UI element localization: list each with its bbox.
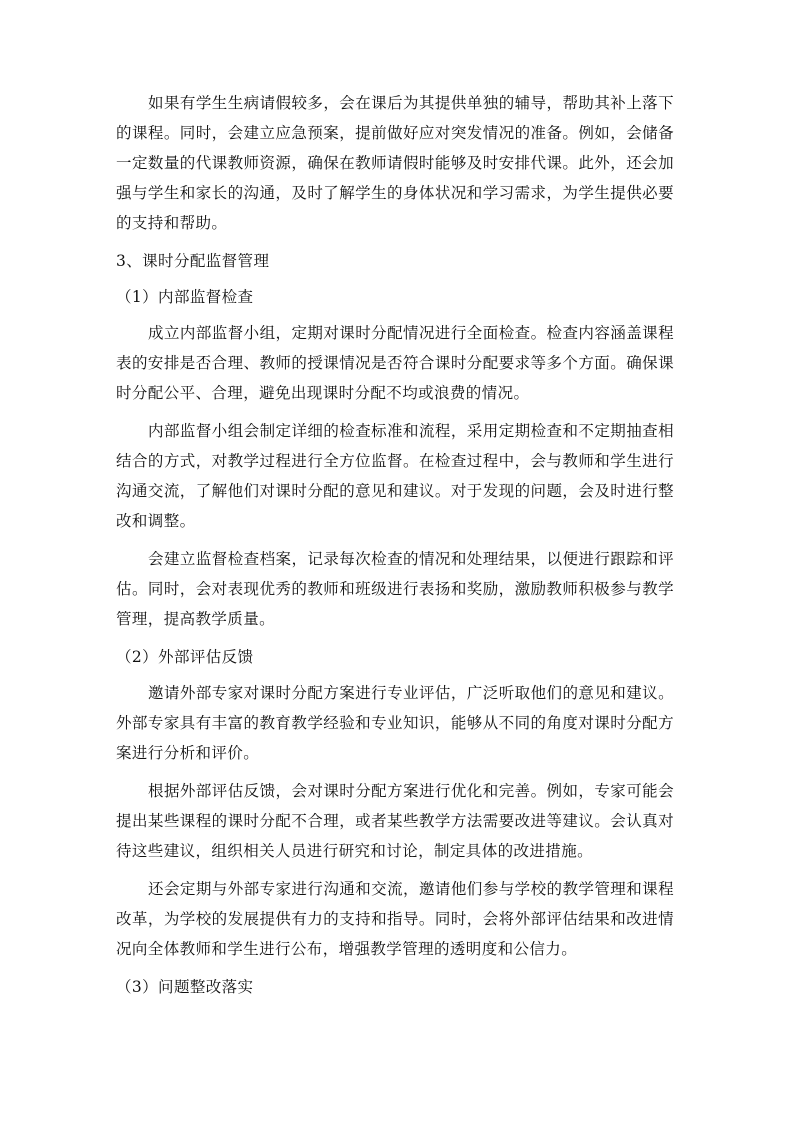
paragraph: 成立内部监督小组，定期对课时分配情况进行全面检查。检查内容涵盖课程表的安排是否合理、教师的授课情况是否符合课时分配要求等多个方面。确保课时分配公平、合理，避免出现课时分配不均或浪费的情况。 (116, 324, 674, 402)
document-body (116, 88, 674, 1008)
intro-paragraph: 如果有学生生病请假较多，会在课后为其提供单独的辅导，帮助其补上落下的课程。同时，会建立应急预案，提前做好应对突发情况的准备。例如，会储备一定数量的代课教师资源，确保在教师请假时能够及时安排代课。此外，还会加强与学生和家长的沟通，及时了解学生的身体状况和学习需求，为学生提供必要的支持和帮助。 (116, 94, 674, 232)
sub-heading-rectification: （3）问题整改落实 (116, 978, 254, 996)
paragraph: 根据外部评估反馈，会对课时分配方案进行优化和完善。例如，专家可能会提出某些课程的课时分配不合理，或者某些教学方法需要改进等建议。会认真对待这些建议，组织相关人员进行研究和讨论，制定具体的改进措施。 (116, 782, 674, 860)
section-heading: 3、课时分配监督管理 (116, 252, 270, 270)
paragraph: 还会定期与外部专家进行沟通和交流，邀请他们参与学校的教学管理和课程改革，为学校的发展提供有力的支持和指导。同时，会将外部评估结果和改进情况向全体教师和学生进行公布，增强教学管理的透明度和公信力。 (116, 880, 674, 958)
sub-heading-internal-supervision: （1）内部监督检查 (116, 288, 254, 306)
paragraph: 会建立监督检查档案，记录每次检查的情况和处理结果，以便进行跟踪和评估。同时，会对表现优秀的教师和班级进行表扬和奖励，激励教师积极参与教学管理，提高教学质量。 (116, 550, 674, 628)
paragraph: 内部监督小组会制定详细的检查标准和流程，采用定期检查和不定期抽查相结合的方式，对教学过程进行全方位监督。在检查过程中，会与教师和学生进行沟通交流，了解他们对课时分配的意见和建议。对于发现的问题，会及时进行整改和调整。 (116, 422, 674, 530)
sub-heading-external-evaluation: （2）外部评估反馈 (116, 648, 254, 666)
paragraph: 邀请外部专家对课时分配方案进行专业评估，广泛听取他们的意见和建议。外部专家具有丰富的教育教学经验和专业知识，能够从不同的角度对课时分配方案进行分析和评价。 (116, 684, 674, 762)
